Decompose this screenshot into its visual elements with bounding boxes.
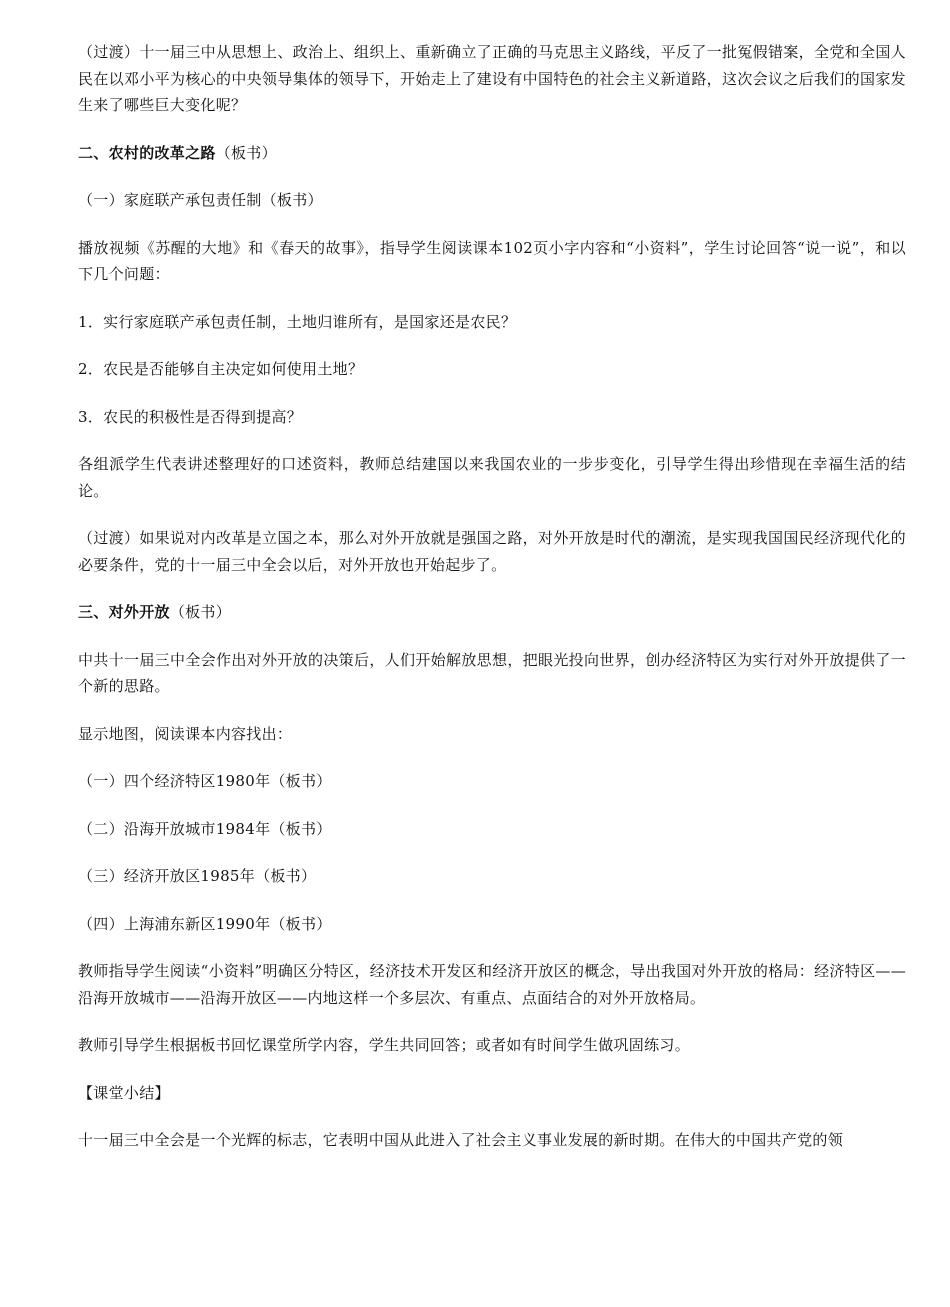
map-instruction: 显示地图，阅读课本内容找出：	[78, 724, 293, 743]
group-report-paragraph: 各组派学生代表讲述整理好的口述资料，教师总结建国以来我国农业的一步步变化，引导学生得出珍惜现在幸福生活的结论。	[78, 455, 906, 500]
section-heading-note: （板书）	[215, 143, 277, 162]
review-paragraph: 教师引导学生根据板书回忆课堂所学内容，学生共同回答；或者如有时间学生做巩固练习。	[78, 1036, 691, 1054]
list-item-coastal-cities: （二）沿海开放城市1984年（板书）	[78, 819, 332, 838]
section-heading-rural-reform	[78, 140, 906, 167]
section-heading-opening-up	[78, 599, 906, 626]
question-1: 1．实行家庭联产承包责任制，土地归谁所有，是国家还是农民？	[78, 312, 517, 331]
question-3: 3．农民的积极性是否得到提高？	[78, 407, 303, 426]
subheading-household-responsibility: （一）家庭联产承包责任制（板书）	[78, 191, 323, 209]
section-heading-title: 三、对外开放	[78, 603, 170, 621]
list-item-open-zones: （三）经济开放区1985年（板书）	[78, 867, 317, 885]
transition-paragraph-1: （过渡）十一届三中从思想上、政治上、组织上、重新确立了正确的马克思主义路线，平反了一批冤假错案，全党和全国人民在以邓小平为核心的中央领导集体的领导下，开始走上了建设有中国特色的社会主义新道路，这次会议之后我们的国家发生来了哪些巨大变化呢？	[78, 43, 906, 114]
section-heading-title: 二、农村的改革之路	[78, 143, 216, 162]
list-item-special-zones: （一）四个经济特区1980年（板书）	[78, 772, 332, 790]
summary-paragraph: 十一届三中全会是一个光辉的标志，它表明中国从此进入了社会主义事业发展的新时期。在伟大的中国共产党的领	[78, 1131, 844, 1149]
document-page	[78, 39, 906, 1154]
pattern-explanation-paragraph: 教师指导学生阅读“小资料”明确区分特区，经济技术开发区和经济开放区的概念，导出我国对外开放的格局：经济特区——沿海开放城市——沿海开放区——内地这样一个多层次、有重点、点面结合的对外开放格局。	[78, 962, 906, 1007]
video-instruction-paragraph: 播放视频《苏醒的大地》和《春天的故事》，指导学生阅读课本102页小字内容和“小资料”，学生讨论回答“说一说”，和以下几个问题：	[78, 238, 906, 283]
list-item-pudong: （四）上海浦东新区1990年（板书）	[78, 914, 332, 933]
summary-heading: 【课堂小结】	[78, 1083, 170, 1102]
opening-up-paragraph: 中共十一届三中全会作出对外开放的决策后，人们开始解放思想，把眼光投向世界，创办经济特区为实行对外开放提供了一个新的思路。	[78, 650, 906, 695]
question-2: 2．农民是否能够自主决定如何使用土地？	[78, 360, 364, 378]
section-heading-note: （板书）	[169, 603, 232, 621]
transition-paragraph-2: （过渡）如果说对内改革是立国之本，那么对外开放就是强国之路，对外开放是时代的潮流，是实现我国国民经济现代化的必要条件，党的十一届三中全会以后，对外开放也开始起步了。	[78, 529, 906, 574]
